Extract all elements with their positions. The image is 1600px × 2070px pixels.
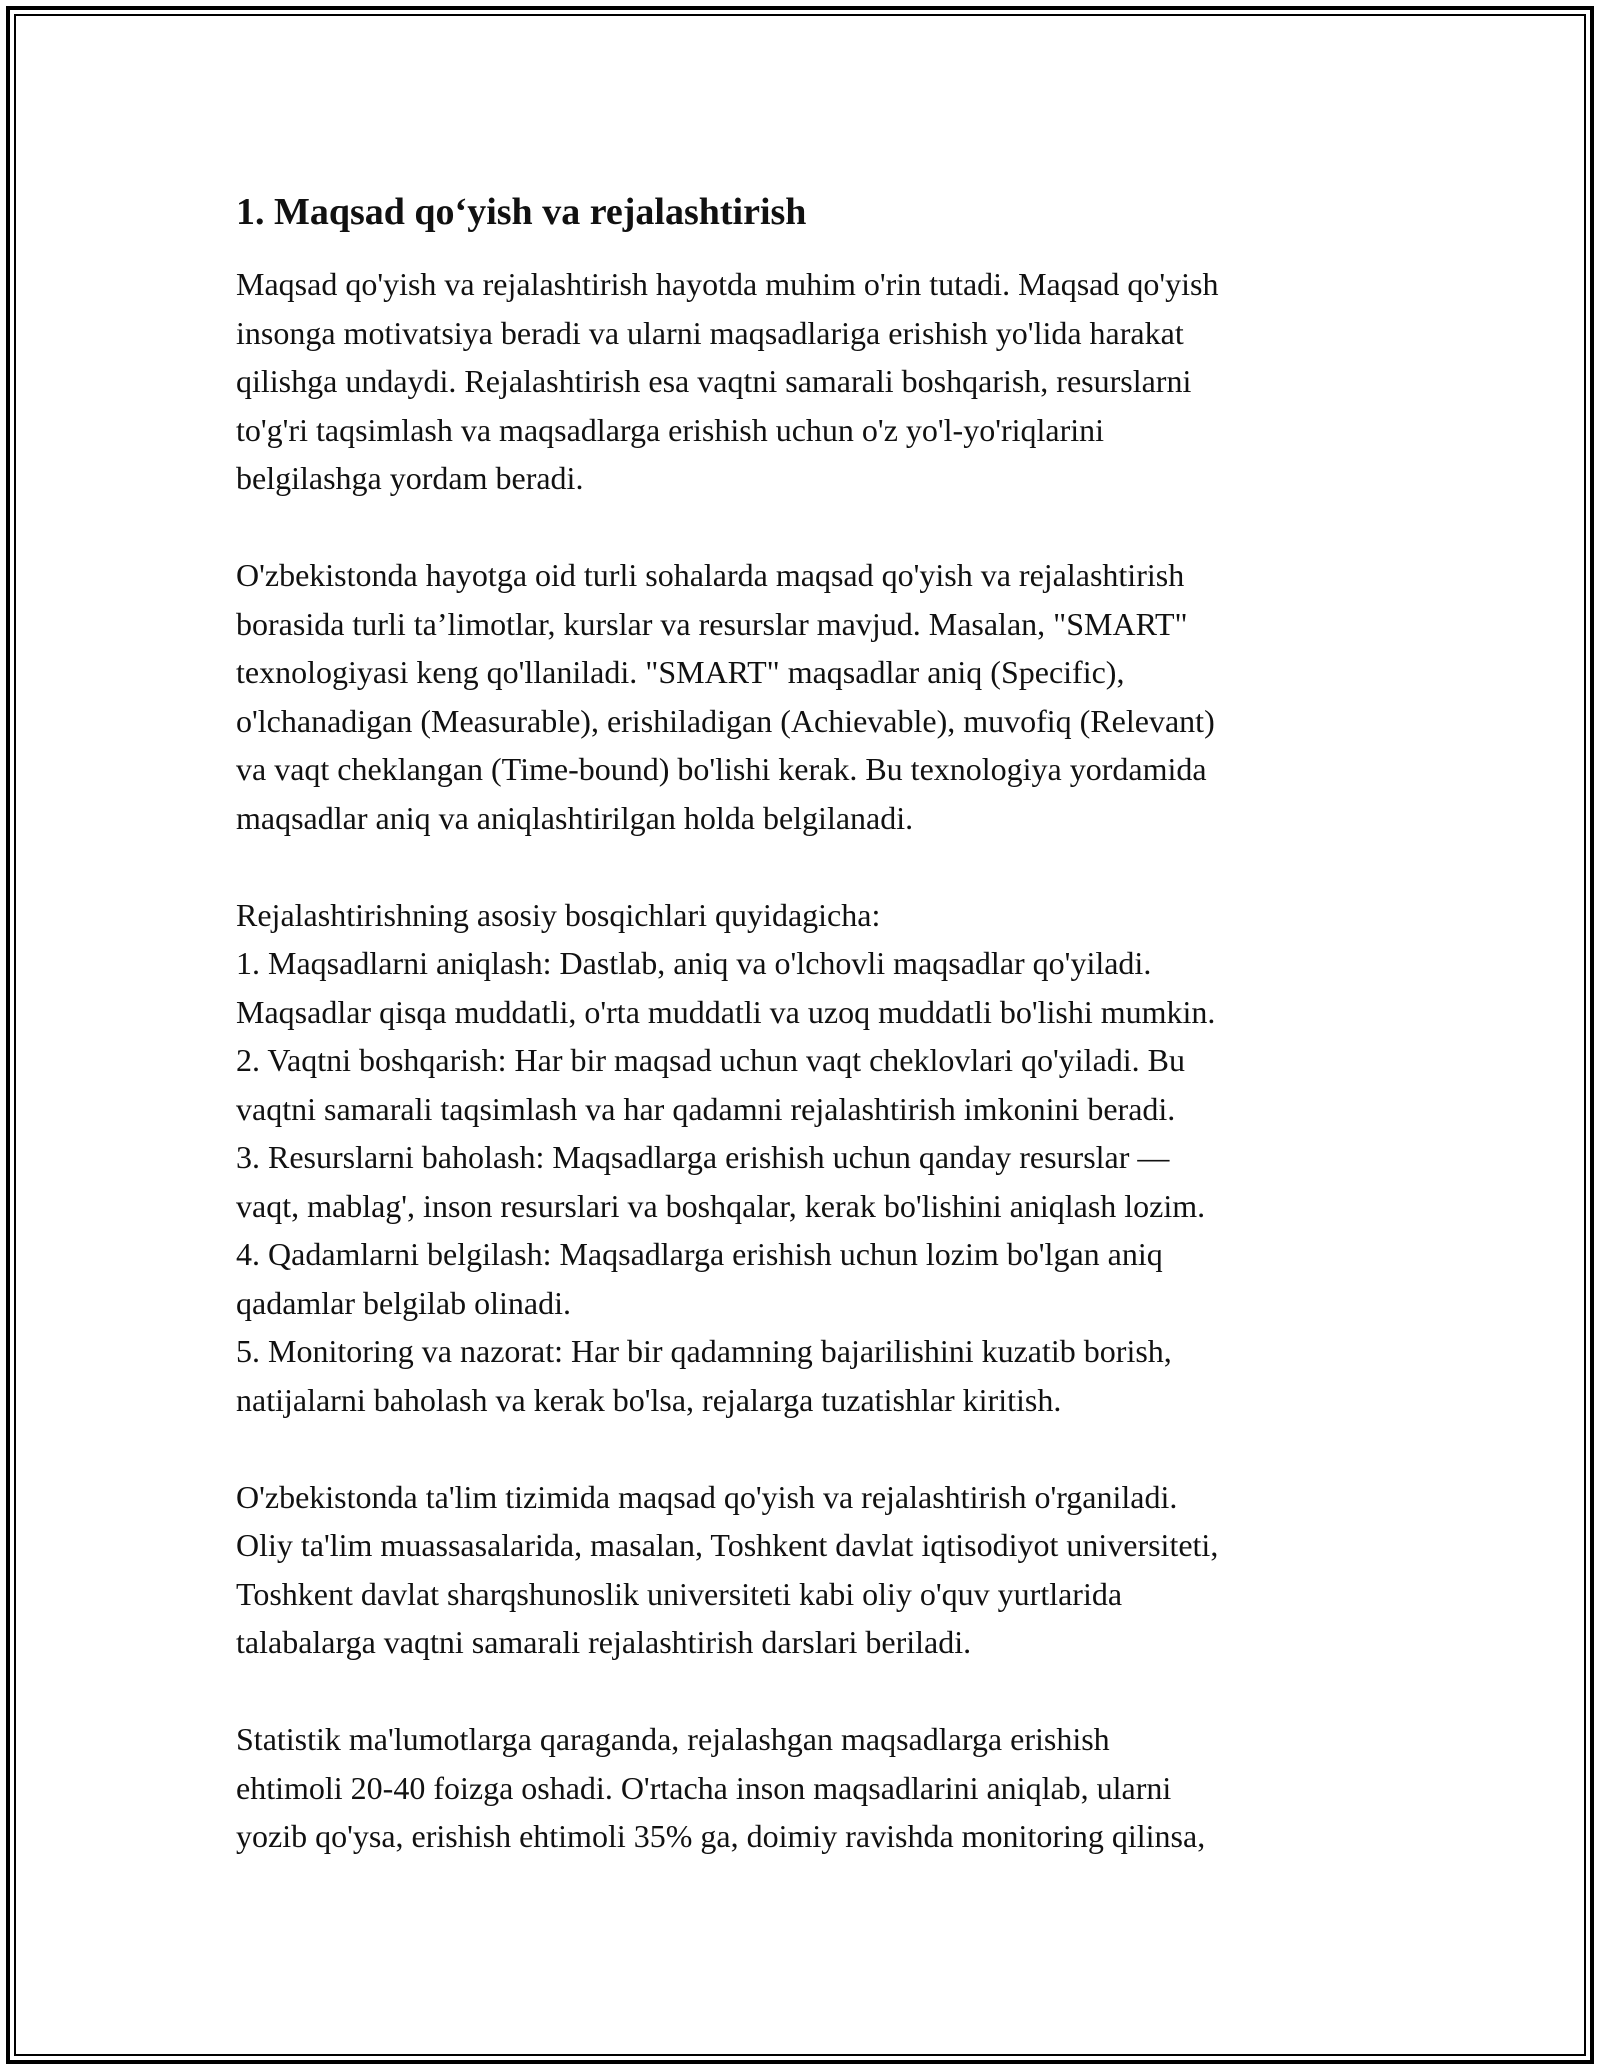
text-line: borasida turli ta’limotlar, kurslar va resurslar mavjud. Masalan, "SMART" [236, 605, 1188, 642]
paragraph-statistics [236, 1715, 1376, 1861]
section-title: 1. Maqsad qo‘yish va rejalashtirish [236, 191, 807, 233]
text-line: vaqtni samarali taqsimlash va har qadamni rejalashtirish imkonini beradi. [236, 1090, 1176, 1127]
text-line: Statistik ma'lumotlarga qaraganda, rejalashgan maqsadlarga erishish [236, 1721, 1110, 1757]
text-line: va vaqt cheklangan (Time-bound) bo'lishi kerak. Bu texnologiya yordamida [236, 751, 1207, 787]
text-line: Maqsad qo'yish va rejalashtirish hayotda muhim o'rin tutadi. Maqsad qo'yish [236, 266, 1219, 302]
paragraph-planning-stages [236, 891, 1376, 1425]
paragraph-smart [236, 551, 1376, 842]
text-line: natijalarni baholash va kerak bo'lsa, rejalarga tuzatishlar kiritish. [236, 1381, 1062, 1418]
paragraph-education [236, 1473, 1376, 1667]
text-line: 2. Vaqtni boshqarish: Har bir maqsad uchun vaqt cheklovlari qo'yiladi. Bu [236, 1042, 1185, 1078]
text-line: vaqt, mablag', inson resurslari va boshqalar, kerak bo'lishini aniqlash lozim. [236, 1187, 1206, 1224]
text-line: qadamlar belgilab olinadi. [236, 1284, 571, 1321]
text-line: 5. Monitoring va nazorat: Har bir qadamning bajarilishini kuzatib borish, [236, 1333, 1172, 1369]
text-line: to'g'ri taqsimlash va maqsadlarga erishish uchun o'z yo'l-yo'riqlarini [236, 411, 1105, 448]
text-line: ehtimoli 20-40 foizga oshadi. O'rtacha inson maqsadlarini aniqlab, ularni [236, 1769, 1172, 1806]
text-line: o'lchanadigan (Measurable), erishiladigan (Achievable), muvofiq (Relevant) [236, 702, 1215, 739]
text-line: talabalarga vaqtni samarali rejalashtirish darslari beriladi. [236, 1624, 972, 1660]
text-line: insonga motivatsiya beradi va ularni maqsadlariga erishish yo'lida harakat [236, 314, 1184, 351]
text-line: 1. Maqsadlarni aniqlash: Dastlab, aniq va o'lchovli maqsadlar qo'yiladi. [236, 945, 1152, 981]
text-line: O'zbekistonda hayotga oid turli sohalarda maqsad qo'yish va rejalashtirish [236, 557, 1185, 593]
text-line: O'zbekistonda ta'lim tizimida maqsad qo'yish va rejalashtirish o'rganiladi. [236, 1478, 1178, 1515]
text-line: 4. Qadamlarni belgilash: Maqsadlarga erishish uchun lozim bo'lgan aniq [236, 1236, 1163, 1272]
text-line: Maqsadlar qisqa muddatli, o'rta muddatli va uzoq muddatli bo'lishi mumkin. [236, 993, 1216, 1030]
text-line: qilishga undaydi. Rejalashtirish esa vaqtni samarali boshqarish, resurslarni [236, 363, 1192, 399]
text-line: texnologiyasi keng qo'llaniladi. "SMART" maqsadlar aniq (Specific), [236, 654, 1125, 690]
text-line: yozib qo'ysa, erishish ehtimoli 35% ga, doimiy ravishda monitoring qilinsa, [236, 1818, 1206, 1854]
text-line: Toshkent davlat sharqshunoslik universiteti kabi oliy o'quv yurtlarida [236, 1575, 1123, 1612]
text-line: belgilashga yordam beradi. [236, 460, 584, 496]
document-body [236, 186, 1376, 1909]
text-line: 3. Resurslarni baholash: Maqsadlarga erishish uchun qanday resurslar — [236, 1139, 1170, 1175]
text-line: maqsadlar aniq va aniqlashtirilgan holda belgilanadi. [236, 799, 914, 836]
text-line: Rejalashtirishning asosiy bosqichlari quyidagicha: [236, 896, 881, 933]
paragraph-intro [236, 260, 1376, 503]
text-line: Oliy ta'lim muassasalarida, masalan, Toshkent davlat iqtisodiyot universiteti, [236, 1527, 1219, 1563]
